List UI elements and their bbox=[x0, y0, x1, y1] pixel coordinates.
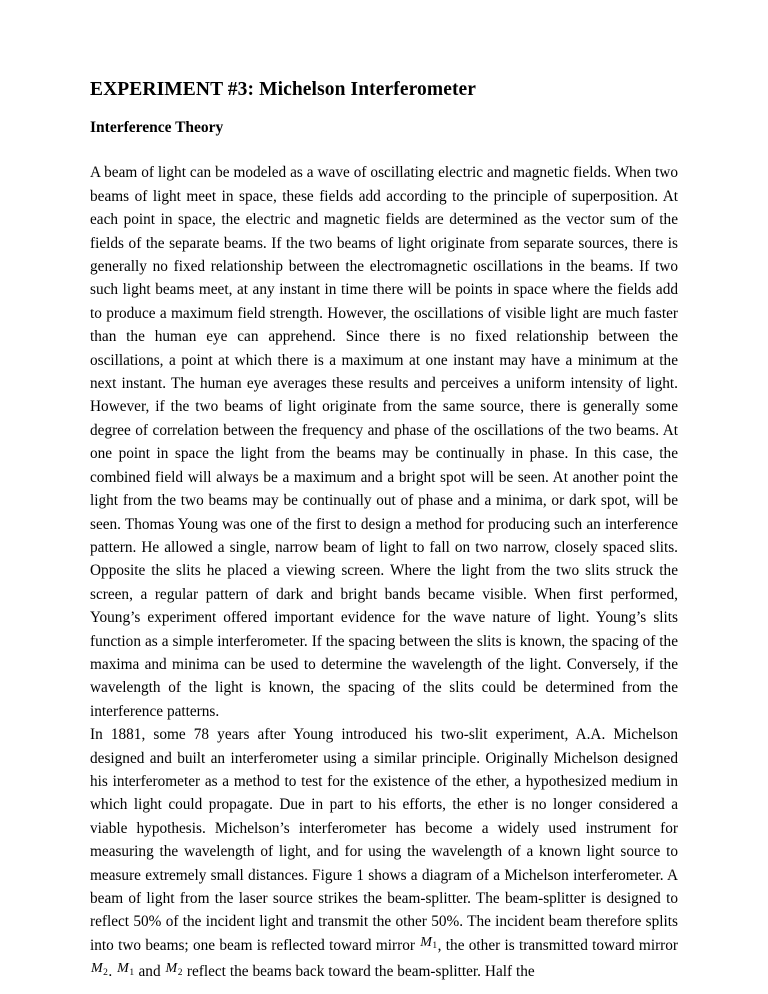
math-variable-m2-second bbox=[165, 961, 183, 976]
math-subscript-1: 1 bbox=[129, 967, 135, 978]
math-symbol-m: M bbox=[91, 961, 103, 977]
paragraph-michelson-interferometer bbox=[90, 723, 678, 986]
math-symbol-m: M bbox=[117, 961, 129, 977]
paragraph-text-segment-3: . bbox=[108, 963, 117, 981]
math-variable-m2-first bbox=[90, 961, 108, 976]
math-subscript-2: 2 bbox=[177, 967, 183, 978]
paragraph-text-segment-2: , the other is transmitted toward mirror bbox=[437, 936, 678, 954]
paragraph-text-segment-5: reflect the beams back toward the beam-splitter. Half the bbox=[182, 963, 535, 981]
body-text-block bbox=[90, 161, 678, 986]
document-content bbox=[90, 78, 678, 987]
math-subscript-2: 2 bbox=[103, 967, 108, 978]
math-symbol-m: M bbox=[420, 934, 432, 950]
math-symbol-m: M bbox=[165, 961, 178, 977]
paragraph-interference-theory: A beam of light can be modeled as a wave of oscillating electric and magnetic fields. When two beams of light meet in space, these fields add according to the principle of superposition. At each point in space, the electric and magnetic fields are determined as the vector sum of the fields of the separate beams. If the two beams of light originate from separate sources, there is generally no fixed relationship between the electromagnetic oscillations in the beams. If two such light beams meet, at any instant in time there will be points in space where the fields add to produce a maximum field strength. However, the oscillations of visible light are much faster than the human eye can apprehend. Since there is no fixed relationship between the oscillations, a point at which there is a maximum at one instant may have a minimum at the next instant. The human eye averages these results and perceives a uniform intensity of light. However, if the two beams of light originate from the same source, there is generally some degree of correlation between the frequency and phase of the oscillations of the two beams. At one point in space the light from the beams may be continually in phase. In this case, the combined field will always be a maximum and a bright spot will be seen. At another point the light from the two beams may be continually out of phase and a minima, or dark spot, will be seen. Thomas Young was one of the first to design a method for producing such an interference pattern. He allowed a single, narrow beam of light to fall on two narrow, closely spaced slits. Opposite the slits he placed a viewing screen. Where the light from the two slits struck the screen, a regular pattern of dark and bright bands became visible. When first performed, Young’s experiment offered important evidence for the wave nature of light. Young’s slits function as a simple interferometer. If the spacing between the slits is known, the spacing of the maxima and minima can be used to determine the wavelength of the light. Conversely, if the wavelength of the light is known, the spacing of the slits could be determined from the interference patterns. bbox=[90, 164, 678, 720]
section-heading-interference-theory: Interference Theory bbox=[90, 119, 224, 136]
math-subscript-1: 1 bbox=[432, 941, 438, 952]
math-variable-m1-second bbox=[116, 961, 134, 976]
paragraph-text-segment-1: In 1881, some 78 years after Young introduced his two-slit experiment, A.A. Michelson designed and built an interferometer using a similar principle. Originally Michelson designed his interferometer as a method to test for the existence of the ether, a hypothesized medium in which light could propagate. Due in part to his efforts, the ether is no longer considered a viable hypothesis. Michelson’s interferometer has become a widely used instrument for measuring the wavelength of light, and for using the wavelength of a known light source to measure extremely small distances. Figure 1 shows a diagram of a Michelson interferometer. A beam of light from the laser source strikes the beam-splitter. The beam-splitter is designed to reflect 50% of the incident light and transmit the other 50%. The incident beam therefore splits into two beams; one beam is reflected toward mirror bbox=[90, 726, 678, 954]
paragraph-text-segment-4: and bbox=[134, 963, 165, 981]
page-title: EXPERIMENT #3: Michelson Interferometer bbox=[90, 79, 477, 100]
math-variable-m1-first bbox=[419, 935, 437, 950]
